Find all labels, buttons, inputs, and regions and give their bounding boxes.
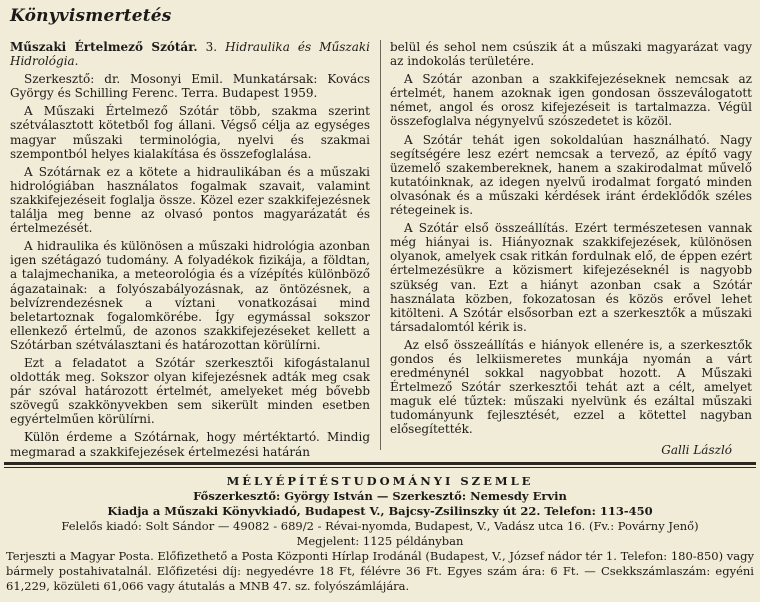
review-paragraph: belül és sehol nem csúszik át a műszaki magyarázat vagy az indokolás területére. — [390, 40, 752, 69]
review-signature: Galli László — [661, 442, 732, 457]
section-heading: Könyvismertetés — [10, 6, 172, 26]
review-title — [10, 40, 370, 68]
journal-masthead: MÉLYÉPÍTÉSTUDOMÁNYI SZEMLE — [226, 474, 534, 488]
review-title-bold: Műszaki Értelmező Szótár. — [10, 40, 198, 54]
review-paragraph: Az első összeállítás e hiányok ellenére is, a szerkesztők gondos és lelkiismeretes munkája nyomán a várt eredménynél sokkal nagyobbat hozott. A Műszaki Értelmező Szótár szerkesztői tehát azt a célt, amelyet maguk elé tűztek: műszaki nyelvünk és ezáltal műszaki tudományunk fejlesztését, ezzel a kötettel nagyban elősegítették. — [390, 337, 752, 437]
review-title-number: 3. — [205, 40, 218, 54]
colophon — [6, 474, 754, 594]
footer-rule-thick — [4, 462, 756, 465]
review-right-column — [390, 40, 752, 457]
review-paragraph: Ezt a feladatot a Szótár szerkesztői kifogástalanul oldották meg. Sokszor olyan kifejezésnek adták meg csak pár szóval határozott értelmét, amelyeket még bővebb szövegű szakkönyvekben sem sikerült minden esetben egyértelműen körülírni. — [10, 355, 370, 427]
review-paragraph: A Szótárnak ez a kötete a hidraulikában és a műszaki hidrológiában használatos fogalmak szavait, valamint szakkifejezéseit foglalja össze. Közel ezer szakkifejezésnek találja meg benne az olvasó pontos magyarázatát és értelmezését. — [10, 164, 370, 236]
review-paragraph: Szerkesztő: dr. Mosonyi Emil. Munkatársak: Kovács György és Schilling Ferenc. Terra. Budapest 1959. — [10, 72, 370, 101]
review-paragraph: A Szótár tehát igen sokoldalúan használható. Nagy segítségére lesz ezért nemcsak a tervező, az építő vagy üzemelő szakembereknek, hanem a szakirodalmat művelő kutatóinknak, az idegen nyelvű irodalmat forgató minden olvasónak és a műszaki kérdések iránt érdeklődők széles rétegeinek is. — [390, 132, 752, 218]
distribution-line: Terjeszti a Magyar Posta. Előfizethető a Posta Központi Hírlap Irodánál (Budapest, V., József nádor tér 1. Telefon: 180-850) vagy bármely postahivatalnál. Előfizetési díj: negyedévre 18 Ft, félévre 36 Ft. Egyes szám ára: 6 Ft. — Csekkszámlaszám: egyéni 61,229, közületi 61,066 vagy átutalás a MNB 47. sz. folyószámlájára. — [6, 549, 754, 593]
review-paragraph: Külön érdeme a Szótárnak, hogy mértéktartó. Mindig megmarad a szakkifejezések értelmezési határán — [10, 430, 370, 459]
editors-line: Főszerkesztő: György István — Szerkesztő: Nemesdy Ervin — [193, 489, 567, 503]
review-paragraph: A hidraulika és különösen a műszaki hidrológia azonban igen szétágazó tudomány. A folyadékok fizikája, a földtan, a talajmechanika, a meteorológia és a vízépítés különböző ágazatainak: a folyószabályozásnak, az öntözésnek, a belvízrendezésnek a víztani vonatkozásai mind beletartoznak fogalomkörébe. Így egymással sokszor ellenkező értelmű, de azonos szakkifejezéseket kellett a Szótárban szétválasztani és határozottan körülírni. — [10, 239, 370, 352]
publisher-line: Kiadja a Műszaki Könyvkiadó, Budapest V., Bajcsy-Zsilinszky út 22. Telefon: 113-450 — [107, 504, 653, 518]
column-divider — [380, 40, 381, 450]
review-left-column — [10, 40, 370, 463]
responsible-publisher-line: Felelős kiadó: Solt Sándor — 49082 - 689/2 - Révai-nyomda, Budapest, V., Vadász utca 16. (Fv.: Povárny Jenő) — [61, 519, 699, 533]
copies-line: Megjelent: 1125 példányban — [296, 534, 464, 548]
review-paragraph: A Műszaki Értelmező Szótár több, szakma szerint szétválasztott kötetből fog állani. Végső célja az egységes magyar műszaki terminológia, nyelvi és szakmai szempontból helyes kialakítása és összefoglalása. — [10, 104, 370, 161]
review-title-italic: Hidraulika és Műszaki Hidrológia. — [10, 40, 370, 69]
review-paragraph: A Szótár azonban a szakkifejezéseknek nemcsak az értelmét, hanem azoknak igen gondosan összeválogatott német, angol és orosz kifejezéseit is tartalmazza. Végül összefoglalva négynyelvű szószedetet is közöl. — [390, 72, 752, 129]
review-paragraph: A Szótár első összeállítás. Ezért természetesen vannak még hiányai is. Hiányoznak szakkifejezések, különösen olyanok, amelyek csak ritkán fordulnak elő, de éppen ezért értelmezésükre a közismert kifejezéseknél is nagyobb szükség van. Ezt a hiányt azonban csak a Szótár használata közben, fokozatosan és közös erővel lehet kitölteni. A Szótár elsősorban ezt a szerkesztők a műszaki társadalomtól kérik is. — [390, 221, 752, 334]
footer-rule-thin — [4, 467, 756, 468]
